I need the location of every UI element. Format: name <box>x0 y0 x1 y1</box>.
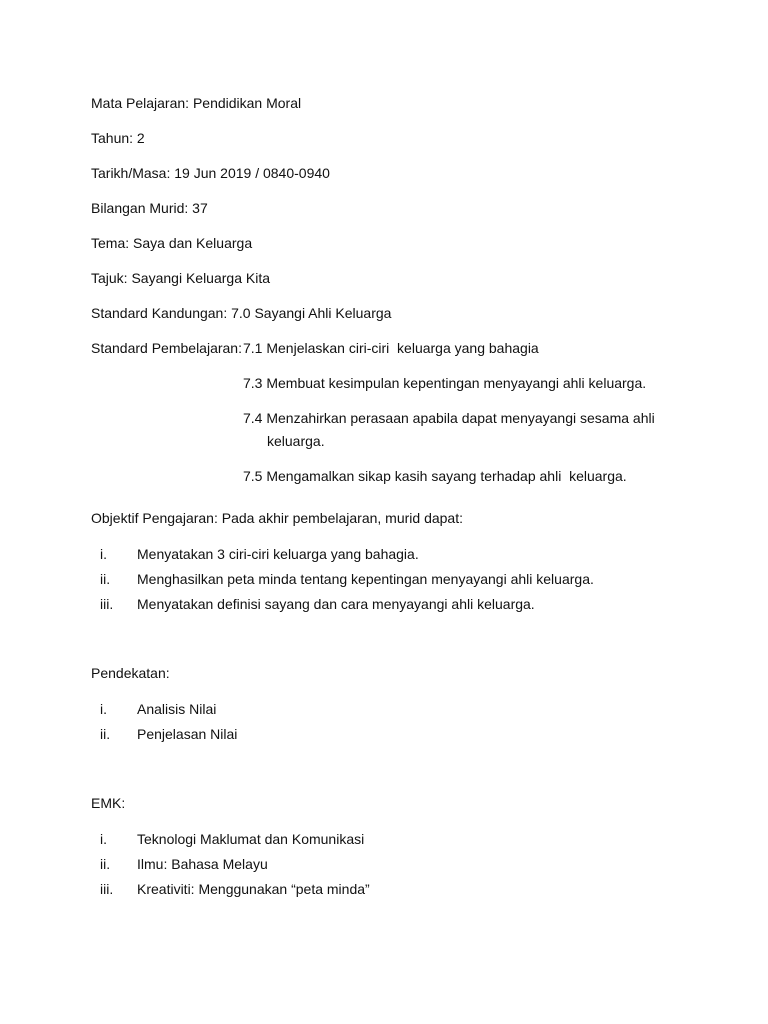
objektif-item <box>100 592 680 617</box>
pendekatan-item-text: Analisis Nilai <box>137 701 217 717</box>
emk-list <box>100 827 680 902</box>
objektif-item <box>100 542 680 567</box>
emk-item-numeral: iii. <box>100 881 114 897</box>
emk-item-text: Kreativiti: Menggunakan “peta minda” <box>137 881 370 897</box>
emk-item <box>100 827 680 852</box>
pendekatan-heading: Pendekatan: <box>91 665 170 681</box>
meta-line-tarikh-masa: Tarikh/Masa: 19 Jun 2019 / 0840-0940 <box>91 165 330 181</box>
objektif-item-numeral: iii. <box>100 596 114 612</box>
emk-item <box>100 877 680 902</box>
meta-line-standard-kandungan: Standard Kandungan: 7.0 Sayangi Ahli Keluarga <box>91 305 392 321</box>
emk-heading: EMK: <box>91 795 126 811</box>
meta-line-mata-pelajaran: Mata Pelajaran: Pendidikan Moral <box>91 95 302 111</box>
objektif-list <box>100 542 680 617</box>
pendekatan-item-text: Penjelasan Nilai <box>137 726 238 742</box>
meta-line-bilangan-murid: Bilangan Murid: 37 <box>91 200 208 216</box>
pendekatan-list <box>100 697 680 747</box>
meta-line-tahun: Tahun: 2 <box>91 130 145 146</box>
pendekatan-item <box>100 697 680 722</box>
emk-item-numeral: ii. <box>100 856 111 872</box>
standard-pembelajaran-block <box>91 337 680 500</box>
objektif-item-numeral: ii. <box>100 571 111 587</box>
objektif-item-numeral: i. <box>100 546 107 562</box>
objektif-heading: Objektif Pengajaran: Pada akhir pembelajaran, murid dapat: <box>91 510 463 526</box>
standard-pembelajaran-item-7-1: 7.1 Menjelaskan ciri-ciri keluarga yang bahagia <box>243 340 539 356</box>
emk-item-text: Ilmu: Bahasa Melayu <box>137 856 268 872</box>
standard-pembelajaran-item-7-4: 7.4 Menzahirkan perasaan apabila dapat menyayangi sesama ahli keluarga. <box>243 410 659 449</box>
pendekatan-item <box>100 722 680 747</box>
standard-pembelajaran-item-7-3: 7.3 Membuat kesimpulan kepentingan menyayangi ahli keluarga. <box>243 375 647 391</box>
meta-line-tajuk: Tajuk: Sayangi Keluarga Kita <box>91 270 270 286</box>
meta-line-tema: Tema: Saya dan Keluarga <box>91 235 253 251</box>
emk-item-text: Teknologi Maklumat dan Komunikasi <box>137 831 365 847</box>
objektif-item-text: Menghasilkan peta minda tentang kepentingan menyayangi ahli keluarga. <box>137 571 594 587</box>
standard-pembelajaran-items <box>243 337 675 500</box>
emk-item-numeral: i. <box>100 831 107 847</box>
objektif-item <box>100 567 680 592</box>
standard-pembelajaran-item-7-5: 7.5 Mengamalkan sikap kasih sayang terhadap ahli keluarga. <box>243 468 627 484</box>
objektif-item-text: Menyatakan definisi sayang dan cara menyayangi ahli keluarga. <box>137 596 535 612</box>
objektif-item-text: Menyatakan 3 ciri-ciri keluarga yang bahagia. <box>137 546 419 562</box>
pendekatan-item-numeral: i. <box>100 701 107 717</box>
standard-pembelajaran-label: Standard Pembelajaran: <box>91 340 242 356</box>
emk-item <box>100 852 680 877</box>
pendekatan-item-numeral: ii. <box>100 726 111 742</box>
